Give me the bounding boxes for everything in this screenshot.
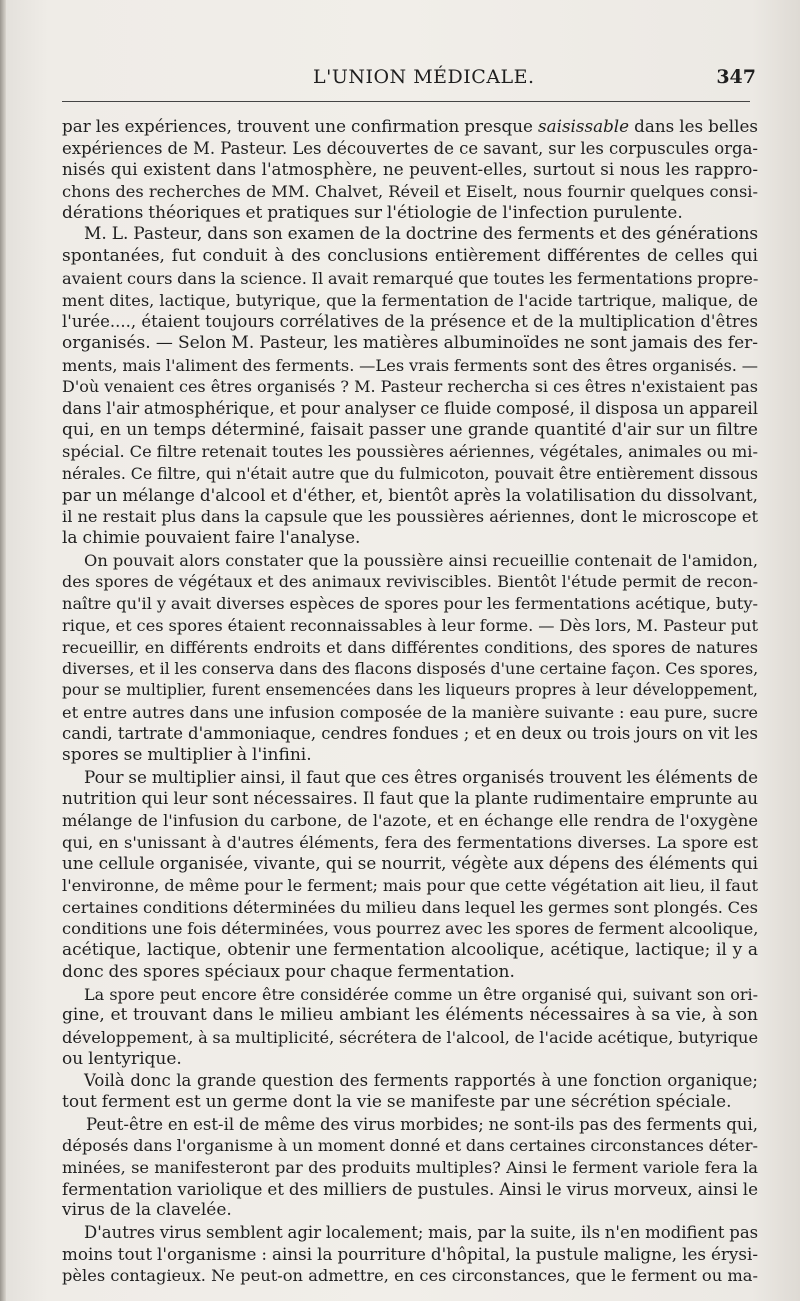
text-line: l'urée...., étaient toujours corrélatives de la présence et de la multiplication d'êtres xyxy=(62,312,758,332)
text-line: virus de la clavelée. xyxy=(62,1200,232,1221)
text-line: On pouvait alors constater que la poussière ainsi recueillie contenait de l'amidon, xyxy=(84,550,758,570)
page-header xyxy=(58,66,758,94)
text-line: par un mélange d'alcool et d'éther, et, bientôt après la volatilisation du dissolvant, xyxy=(62,484,758,505)
text-line: M. L. Pasteur, dans son examen de la doctrine des ferments et des générations xyxy=(84,224,759,245)
text-line: qui, en un temps déterminé, faisait passer une grande quantité d'air sur un filtre xyxy=(62,419,758,440)
text-line: spécial. Ce filtre retenait toutes les poussières aériennes, végétales, animales ou mi- xyxy=(62,442,758,462)
text-line: spontanées, fut conduit à des conclusions entièrement différentes de celles qui xyxy=(62,246,758,267)
text-line: donc des spores spéciaux pour chaque fermentation. xyxy=(62,961,515,982)
text-line: conditions une fois déterminées, vous pourrez avec les spores de ferment alcoolique, xyxy=(62,919,759,939)
text-line: développement, à sa multiplicité, sécrétera de l'alcool, de l'acide acétique, butyrique xyxy=(62,1027,759,1047)
text-line: avaient cours dans la science. Il avait remarqué que toutes les fermentations propre- xyxy=(62,268,759,288)
text-line: La spore peut encore être considérée comme un être organisé qui, suivant son ori- xyxy=(84,984,758,1004)
text-line: tout ferment est un germe dont la vie se manifeste par une sécrétion spéciale. xyxy=(62,1091,732,1112)
text-line: moins tout l'organisme : ainsi la pourriture d'hôpital, la pustule maligne, les érysi- xyxy=(62,1243,758,1264)
text-line: recueillir, en différents endroits et dans différentes conditions, des spores de natures xyxy=(62,637,758,657)
paragraph-1 xyxy=(62,116,758,224)
text-line: candi, tartrate d'ammoniaque, cendres fondues ; et en deux ou trois jours on vit les xyxy=(62,724,758,744)
text-line: certaines conditions déterminées du milieu dans lequel les germes sont plongés. Ces xyxy=(62,897,759,917)
text-line: dans l'air atmosphérique, et pour analyser ce fluide composé, il disposa un appareil xyxy=(62,398,758,418)
text-line: l'environne, de même pour le ferment; mais pour que cette végétation ait lieu, il faut xyxy=(62,876,758,896)
running-title: L'UNION MÉDICALE. xyxy=(313,66,535,88)
text-line: déposés dans l'organisme à un moment donné et dans certaines circonstances déter- xyxy=(62,1136,758,1156)
text-line: et entre autres dans une infusion composée de la manière suivante : eau pure, sucre xyxy=(62,702,758,722)
text-line: organisés. — Selon M. Pasteur, les matières albuminoïdes ne sont jamais des fer- xyxy=(62,332,758,353)
paragraph-7 xyxy=(62,1114,758,1222)
paragraph-8 xyxy=(62,1222,758,1287)
paragraph-5 xyxy=(62,984,758,1071)
text-line: spores se multiplier à l'infini. xyxy=(62,744,312,765)
text-line: D'autres virus semblent agir localement; mais, par la suite, ils n'en modifient pas xyxy=(84,1223,759,1243)
text-line: rique, et ces spores étaient reconnaissables à leur forme. — Dès lors, M. Pasteur put xyxy=(62,615,758,635)
text-line: expériences de M. Pasteur. Les découvertes de ce savant, sur les corpuscules orga- xyxy=(62,138,758,158)
text-line: nisés qui existent dans l'atmosphère, ne peuvent-elles, surtout si nous les rappro- xyxy=(62,159,758,180)
body-text xyxy=(62,116,758,1287)
page-number: 347 xyxy=(716,66,756,88)
text-line: D'où venaient ces êtres organisés ? M. Pasteur rechercha si ces êtres n'existaient pas xyxy=(62,377,758,397)
text-line: des spores de végétaux et des animaux reviviscibles. Bientôt l'étude permit de recon- xyxy=(62,572,758,592)
text-line: mélange de l'infusion du carbone, de l'azote, et en échange elle rendra de l'oxygène xyxy=(62,811,758,830)
text-line: minées, se manifesteront par des produits multiples? Ainsi le ferment variole fera la xyxy=(62,1158,758,1177)
text-line: il ne restait plus dans la capsule que les poussières aériennes, dont le microscope et xyxy=(62,507,758,527)
text-line: ou lentyrique. xyxy=(62,1048,182,1069)
text-line: la chimie pouvaient faire l'analyse. xyxy=(62,528,361,549)
text-line: chons des recherches de MM. Chalvet, Réveil et Eiselt, nous fournir quelques consi- xyxy=(62,182,758,202)
text-line: par les expériences, trouvent une confirmation presque saisissable dans les belles xyxy=(62,116,758,136)
text-line: dérations théoriques et pratiques sur l'étiologie de l'infection purulente. xyxy=(62,202,683,223)
text-line: nérales. Ce filtre, qui n'était autre que du fulmicoton, pouvait être entièrement dissous xyxy=(62,464,758,483)
text-line: qui, en s'unissant à d'autres éléments, fera des fermentations diverses. La spore est xyxy=(62,832,758,852)
text-line: Peut-être en est-il de même des virus morbides; ne sont-ils pas des ferments qui, xyxy=(86,1114,758,1134)
paragraph-6 xyxy=(62,1070,758,1113)
text-line: Pour se multiplier ainsi, il faut que ces êtres organisés trouvent les éléments de xyxy=(84,766,758,787)
text-line: nutrition qui leur sont nécessaires. Il faut que la plante rudimentaire emprunte au xyxy=(62,788,758,809)
text-line: acétique, lactique, obtenir une fermentation alcoolique, acétique, lactique; il y a xyxy=(62,940,758,961)
text-line: diverses, et il les conserva dans des flacons disposés d'une certaine façon. Ces spores, xyxy=(62,659,759,679)
text-line: ment dites, lactique, butyrique, que la fermentation de l'acide tartrique, malique, de xyxy=(62,290,758,310)
text-line: fermentation variolique et des milliers de pustules. Ainsi le virus morveux, ainsi le xyxy=(62,1178,758,1199)
paragraph-4 xyxy=(62,767,758,984)
text-line: gine, et trouvant dans le milieu ambiant les éléments nécessaires à sa vie, à son xyxy=(62,1005,758,1026)
paragraph-3 xyxy=(62,550,758,767)
paragraph-2 xyxy=(62,224,758,549)
text-line: Voilà donc la grande question des ferments rapportés à une fonction organique; xyxy=(84,1071,758,1091)
text-line: ments, mais l'aliment des ferments. —Les vrais ferments sont des êtres organisés. — xyxy=(62,355,758,375)
text-line: une cellule organisée, vivante, qui se nourrit, végète aux dépens des éléments qui xyxy=(62,853,758,874)
header-rule xyxy=(62,101,750,102)
text-line: pour se multiplier, furent ensemencées dans les liqueurs propres à leur développement, xyxy=(62,680,758,699)
text-line: naître qu'il y avait diverses espèces de spores pour les fermentations acétique, buty- xyxy=(62,594,758,614)
page-edge-shadow xyxy=(0,0,6,1301)
text-line: pèles contagieux. Ne peut-on admettre, en ces circonstances, que le ferment ou ma- xyxy=(62,1266,758,1286)
